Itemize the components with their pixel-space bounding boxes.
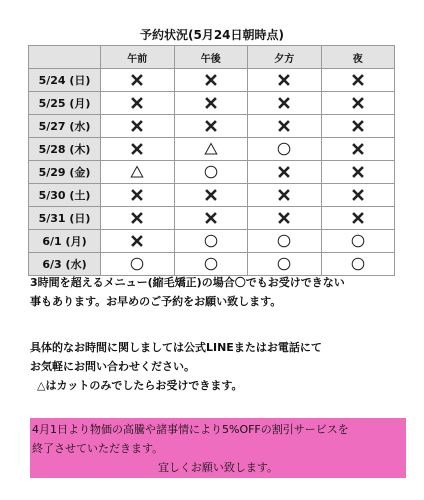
cross-icon	[277, 73, 291, 87]
slot-cell	[321, 92, 395, 115]
header-pm: 午後	[174, 46, 248, 69]
date-cell: 5/27 (水)	[29, 115, 101, 138]
header-am: 午前	[101, 46, 175, 69]
cross-icon	[130, 119, 144, 133]
slot-cell	[174, 69, 248, 92]
slot-cell	[101, 184, 175, 207]
table-row	[29, 161, 395, 184]
slot-cell	[101, 92, 175, 115]
cross-icon	[351, 73, 365, 87]
cross-icon	[351, 96, 365, 110]
notice-line: 終了させていただきます。	[32, 442, 164, 455]
cross-icon	[351, 165, 365, 179]
circle-icon	[204, 234, 218, 248]
date-cell: 6/1 (月)	[29, 230, 101, 253]
slot-cell	[101, 115, 175, 138]
table-row	[29, 115, 395, 138]
notice-line: 4月1日より物価の高騰や諸事情により5%OFFの割引サービスを	[32, 423, 349, 436]
slot-cell	[101, 207, 175, 230]
slot-cell	[174, 138, 248, 161]
slot-cell	[248, 138, 322, 161]
table-row	[29, 69, 395, 92]
slot-cell	[321, 138, 395, 161]
slot-cell	[101, 69, 175, 92]
date-cell: 5/24 (日)	[29, 69, 101, 92]
slot-cell	[321, 115, 395, 138]
circle-icon	[351, 257, 365, 271]
slot-cell	[321, 161, 395, 184]
cross-icon	[351, 188, 365, 202]
header-night: 夜	[321, 46, 395, 69]
cross-icon	[130, 96, 144, 110]
slot-cell	[101, 161, 175, 184]
triangle-icon	[204, 142, 218, 156]
cross-icon	[204, 119, 218, 133]
circle-icon	[204, 165, 218, 179]
circle-icon	[351, 234, 365, 248]
cross-icon	[204, 188, 218, 202]
table-row	[29, 184, 395, 207]
slot-cell	[321, 207, 395, 230]
page-title: 予約状況(5月24日朝時点)	[139, 28, 285, 42]
cross-icon	[130, 234, 144, 248]
notice-line: 宜しくお願い致します。	[157, 461, 279, 474]
slot-cell	[248, 92, 322, 115]
circle-icon	[277, 234, 291, 248]
slot-cell	[174, 184, 248, 207]
cross-icon	[277, 119, 291, 133]
slot-cell	[248, 161, 322, 184]
cross-icon	[130, 188, 144, 202]
slot-cell	[174, 92, 248, 115]
cross-icon	[204, 211, 218, 225]
date-cell: 5/31 (日)	[29, 207, 101, 230]
cross-icon	[204, 73, 218, 87]
reservation-table	[28, 45, 395, 276]
slot-cell	[174, 115, 248, 138]
slot-cell	[321, 69, 395, 92]
discount-end-notice	[30, 418, 406, 478]
slot-cell	[248, 184, 322, 207]
note-contact	[30, 338, 410, 395]
slot-cell	[174, 161, 248, 184]
date-cell: 5/25 (月)	[29, 92, 101, 115]
date-cell: 5/30 (土)	[29, 184, 101, 207]
cross-icon	[351, 211, 365, 225]
cross-icon	[277, 96, 291, 110]
slot-cell	[248, 230, 322, 253]
slot-cell	[101, 230, 175, 253]
note-line: お気軽にお問い合わせください。	[30, 360, 195, 373]
date-cell: 5/28 (木)	[29, 138, 101, 161]
circle-icon	[277, 142, 291, 156]
table-row	[29, 207, 395, 230]
cross-icon	[130, 73, 144, 87]
date-cell: 5/29 (金)	[29, 161, 101, 184]
header-evening: 夕方	[248, 46, 322, 69]
cross-icon	[130, 211, 144, 225]
slot-cell	[248, 207, 322, 230]
circle-icon	[277, 257, 291, 271]
slot-cell	[101, 138, 175, 161]
date-cell: 6/3 (水)	[29, 253, 101, 276]
slot-cell	[174, 207, 248, 230]
note-line: 事もあります。お早めのご予約をお願い致します。	[30, 295, 282, 308]
slot-cell	[248, 69, 322, 92]
slot-cell	[321, 184, 395, 207]
table-row	[29, 92, 395, 115]
cross-icon	[351, 142, 365, 156]
cross-icon	[277, 211, 291, 225]
circle-icon	[204, 257, 218, 271]
table-row	[29, 230, 395, 253]
slot-cell	[321, 230, 395, 253]
note-line: 具体的なお時間に関しましては公式LINEまたはお電話にて	[30, 341, 322, 354]
cross-icon	[130, 142, 144, 156]
table-header-row	[29, 46, 395, 69]
note-line: △はカットのみでしたらお受けできます。	[37, 379, 243, 392]
cross-icon	[277, 165, 291, 179]
cross-icon	[277, 188, 291, 202]
table-row	[29, 138, 395, 161]
circle-icon	[130, 257, 144, 271]
triangle-icon	[130, 165, 144, 179]
cross-icon	[204, 96, 218, 110]
note-long-menu	[30, 273, 410, 311]
cross-icon	[351, 119, 365, 133]
slot-cell	[174, 230, 248, 253]
slot-cell	[248, 115, 322, 138]
note-line: 3時間を超えるメニュー(縮毛矯正)の場合〇でもお受けできない	[30, 276, 345, 289]
header-corner-cell	[29, 46, 101, 69]
